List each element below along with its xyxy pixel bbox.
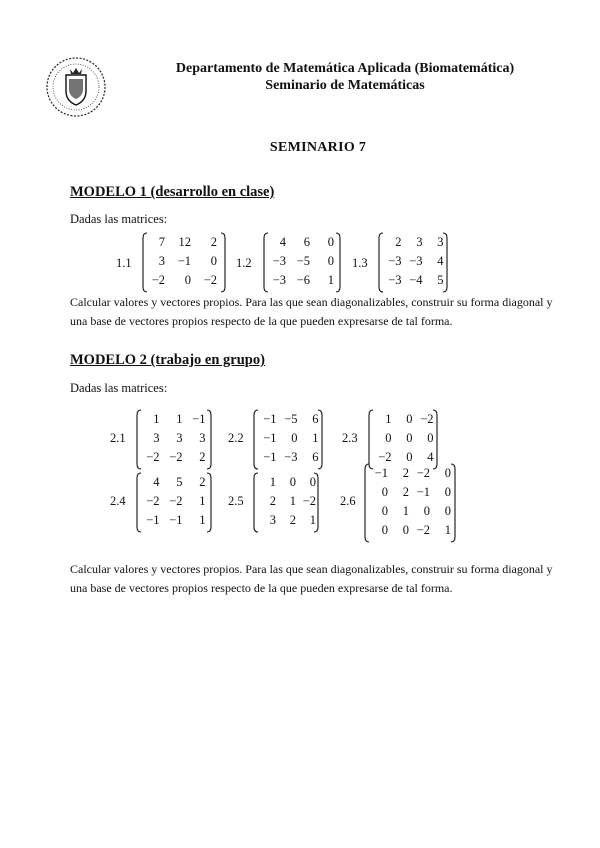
matrix-entry: 4: [153, 475, 160, 489]
matrix-entry: 6: [312, 450, 319, 464]
matrix-entry: −2: [416, 523, 430, 537]
matrix-entry: 2: [199, 450, 206, 464]
matrix-entry: −3: [409, 254, 423, 268]
matrix-entry: 2: [402, 466, 409, 480]
matrix-entry: −1: [416, 485, 430, 499]
matrix-entry: 0: [210, 254, 217, 268]
matrix-entry: −3: [388, 254, 402, 268]
matrix-entry: −1: [169, 513, 183, 527]
matrix-entry: 3: [437, 235, 444, 249]
matrix-label-2-2: 2.2: [228, 431, 244, 445]
matrix-label-2-3: 2.3: [342, 431, 358, 445]
matrix-entry: −3: [388, 273, 402, 287]
matrix-entry: 0: [444, 504, 451, 518]
matrix-2-1: [136, 409, 212, 470]
modelo1-instructions: Calcular valores y vectores propios. Para las que sean diagonalizables, construir su forma diagonal y una base de vectores propios respecto de la que pueden expresarse de tal forma.: [70, 295, 553, 328]
page-title: SEMINARIO 7: [269, 140, 367, 155]
department-name: Departamento de Matemática Aplicada (Biomatemática): [175, 61, 515, 76]
matrix-entry: 1: [199, 513, 206, 527]
matrix-entry: 4: [437, 254, 444, 268]
matrix-entry: 0: [381, 523, 388, 537]
matrix-entry: 1: [402, 504, 409, 518]
matrix-1-1: [142, 232, 226, 293]
matrix-entry: 2: [289, 513, 296, 527]
matrix-entry: 0: [444, 466, 451, 480]
matrix-entry: 0: [327, 235, 334, 249]
matrix-entry: 0: [381, 485, 388, 499]
matrix-entry: 0: [444, 485, 451, 499]
matrix-entry: 3: [158, 254, 165, 268]
matrix-entry: −2: [203, 273, 217, 287]
matrix-entry: −2: [378, 450, 392, 464]
matrix-label-2-5: 2.5: [228, 494, 244, 508]
matrix-label-2-6: 2.6: [340, 494, 356, 508]
matrix-entry: 1: [176, 412, 183, 426]
matrix-entry: −1: [263, 431, 277, 445]
matrix-2-4: [136, 472, 212, 533]
matrix-entry: −3: [284, 450, 298, 464]
matrix-entry: 0: [402, 523, 409, 537]
matrix-label-2-4: 2.4: [110, 494, 126, 508]
matrix-entry: 0: [427, 431, 434, 445]
matrix-entry: −1: [192, 412, 206, 426]
matrix-entry: 0: [184, 273, 191, 287]
matrix-entry: 2: [269, 494, 276, 508]
matrix-entry: −3: [272, 254, 286, 268]
matrix-entry: 7: [158, 235, 165, 249]
matrix-1-3: [378, 232, 448, 293]
matrix-entry: 0: [309, 475, 316, 489]
matrix-entry: −5: [284, 412, 298, 426]
matrix-entry: 4: [427, 450, 434, 464]
matrix-entry: −2: [151, 273, 165, 287]
matrix-entry: 0: [291, 431, 298, 445]
matrix-entry: 4: [279, 235, 286, 249]
matrix-entry: −2: [169, 450, 183, 464]
matrix-entry: 5: [437, 273, 444, 287]
matrix-entry: −2: [169, 494, 183, 508]
modelo1-intro: Dadas las matrices:: [70, 212, 168, 226]
matrix-2-5: [253, 472, 319, 533]
matrix-entry: −2: [416, 466, 430, 480]
university-seal-icon: [44, 55, 108, 119]
modelo2-intro: Dadas las matrices:: [70, 381, 168, 395]
matrix-entry: −2: [420, 412, 434, 426]
matrix-entry: 12: [178, 235, 191, 249]
matrix-entry: 0: [406, 431, 413, 445]
matrix-entry: 2: [199, 475, 206, 489]
matrix-entry: 1: [309, 513, 316, 527]
matrix-2-3: [368, 409, 438, 470]
matrix-entry: 0: [289, 475, 296, 489]
matrix-entry: 3: [416, 235, 423, 249]
matrix-label-2-1: 2.1: [110, 431, 126, 445]
matrix-entry: 3: [269, 513, 276, 527]
matrix-entry: 1: [269, 475, 276, 489]
seminar-name: Seminario de Matemáticas: [265, 78, 425, 93]
matrix-entry: 0: [327, 254, 334, 268]
matrix-entry: −1: [146, 513, 160, 527]
matrix-1-2: [263, 232, 341, 293]
matrix-entry: −4: [409, 273, 423, 287]
matrix-2-2: [253, 409, 323, 470]
matrix-entry: −2: [146, 494, 160, 508]
matrix-entry: −2: [146, 450, 160, 464]
matrix-entry: 0: [423, 504, 430, 518]
modelo2-heading: MODELO 2 (trabajo en grupo): [70, 352, 265, 368]
matrix-entry: 5: [176, 475, 183, 489]
matrix-entry: −1: [263, 412, 277, 426]
matrix-entry: 2: [395, 235, 402, 249]
matrix-entry: −1: [177, 254, 191, 268]
matrix-entry: −5: [296, 254, 310, 268]
matrix-entry: −3: [272, 273, 286, 287]
matrix-label-1-3: 1.3: [352, 256, 368, 270]
matrix-entry: 1: [289, 494, 296, 508]
matrix-entry: 1: [312, 431, 319, 445]
matrix-label-1-1: 1.1: [116, 256, 132, 270]
matrix-entry: 1: [444, 523, 451, 537]
matrix-entry: −1: [374, 466, 388, 480]
matrix-label-1-2: 1.2: [236, 256, 252, 270]
matrix-entry: −6: [296, 273, 310, 287]
matrix-entry: 0: [406, 450, 413, 464]
matrix-entry: 1: [199, 494, 206, 508]
matrix-entry: 3: [153, 431, 160, 445]
matrix-entry: 0: [385, 431, 392, 445]
matrix-entry: 3: [176, 431, 183, 445]
matrix-entry: 3: [199, 431, 206, 445]
matrix-entry: −1: [263, 450, 277, 464]
matrix-entry: 0: [406, 412, 413, 426]
matrix-entry: 0: [381, 504, 388, 518]
matrix-entry: 1: [385, 412, 392, 426]
modelo1-heading: MODELO 1 (desarrollo en clase): [70, 184, 275, 200]
matrix-entry: 2: [210, 235, 217, 249]
matrix-entry: −2: [302, 494, 316, 508]
matrix-entry: 6: [312, 412, 319, 426]
matrix-entry: 6: [303, 235, 310, 249]
matrix-entry: 2: [402, 485, 409, 499]
matrix-2-6: [364, 463, 456, 543]
matrix-entry: 1: [327, 273, 334, 287]
modelo2-instructions: Calcular valores y vectores propios. Para las que sean diagonalizables, construir su forma diagonal y una base de vectores propios respecto de la que pueden expresarse de tal forma.: [70, 562, 553, 595]
matrix-entry: 1: [153, 412, 160, 426]
